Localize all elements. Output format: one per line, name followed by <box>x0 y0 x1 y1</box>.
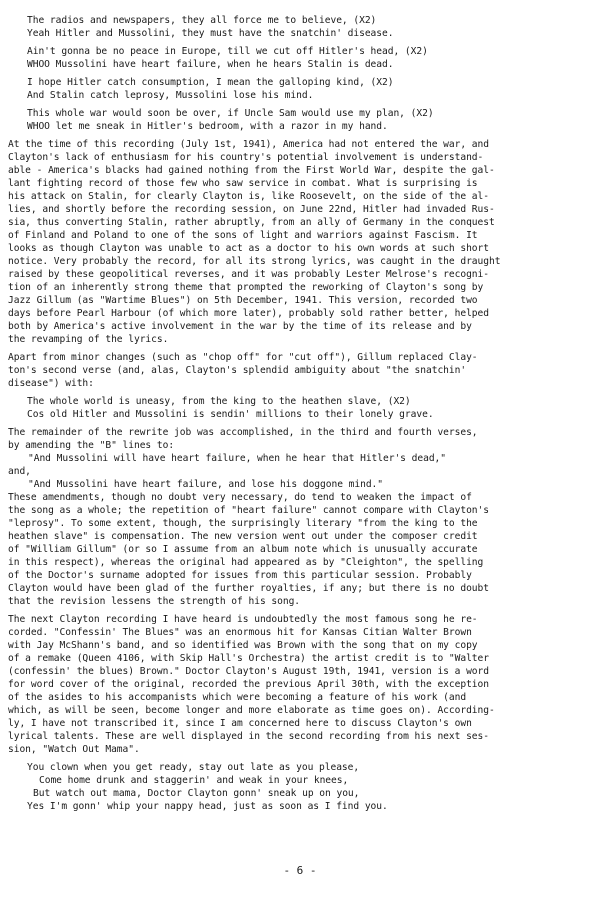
verse-line: I hope Hitler catch consumption, I mean the galloping kind, (X2) <box>27 77 394 88</box>
text-line: raised by these geopolitical reverses, and it was probably Lester Melrose's recogni- <box>8 269 489 280</box>
text-line: The next Clayton recording I have heard is undoubtedly the most famous song he re- <box>8 614 478 625</box>
text-line: corded. "Confessin' The Blues" was an enormous hit for Kansas Citian Walter Brown <box>8 627 472 638</box>
text-line: of the Doctor's surname adopted for issues from this particular session. Probably <box>8 570 472 581</box>
text-line: the song as a whole; the repetition of "heart failure" cannot compare with Clayton's <box>8 505 489 516</box>
text-line: that the revision lessens the strength of his song. <box>8 596 301 607</box>
text-line: lyrical talents. These are well displayed in the second recording from his next ses- <box>8 731 489 742</box>
text-line: days before Pearl Harbour (of which more later), probably sold rather better, helped <box>8 308 489 319</box>
text-line: for word cover of the original, recorded the previous April 30th, with the exception <box>8 679 489 690</box>
text-line: of "William Gillum" (or so I assume from an album note which is unusually accurate <box>8 544 478 555</box>
text-line: Clayton's lack of enthusiasm for his country's potential involvement is understand- <box>8 152 484 163</box>
verse-gillum <box>27 395 582 421</box>
text-line: of the asides to his accompanists which were becoming a feature of his work (and <box>8 692 467 703</box>
text-line: At the time of this recording (July 1st, 1941), America had not entered the war, and <box>8 139 489 150</box>
verse-line: And Stalin catch leprosy, Mussolini lose his mind. <box>27 90 314 101</box>
text-line: looks as though Clayton was unable to act as a doctor to his own words at such short <box>8 243 489 254</box>
verse-line: Yes I'm gonn' whip your nappy head, just as soon as I find you. <box>27 801 388 812</box>
verse-4 <box>27 107 582 133</box>
text-line: the revamping of the lyrics. <box>8 334 169 345</box>
text-line: ton's second verse (and, alas, Clayton's splendid ambiguity about "the snatchin' <box>8 365 467 376</box>
verse-watch-out-mama <box>27 761 582 813</box>
page-number: - 6 - <box>283 864 317 877</box>
text-line: "leprosy". To some extent, though, the surprisingly literary "from the king to the <box>8 518 478 529</box>
text-line: sia, thus converting Stalin, rather abruptly, from an ally of Germany in the conquest <box>8 217 495 228</box>
text-line: his attack on Stalin, for clearly Clayton is, like Roosevelt, on the side of the al- <box>8 191 489 202</box>
verse-2 <box>27 45 582 71</box>
connector-text: and, <box>8 466 31 477</box>
text-line: by amending the "B" lines to: <box>8 440 175 451</box>
verse-line: This whole war would soon be over, if Uncle Sam would use my plan, (X2) <box>27 108 434 119</box>
verse-line: Cos old Hitler and Mussolini is sendin' millions to their lonely grave. <box>27 409 434 420</box>
verse-1 <box>27 14 582 40</box>
verse-line: Ain't gonna be no peace in Europe, till we cut off Hitler's head, (X2) <box>27 46 428 57</box>
paragraph-4 <box>8 491 582 608</box>
text-line: Clayton would have been glad of the further royalties, if any; but there is no doubt <box>8 583 489 594</box>
verse-3 <box>27 76 582 102</box>
text-line: of a remake (Queen 4106, with Skip Hall's Orchestra) the artist credit is to "Walter <box>8 653 489 664</box>
text-line: ly, I have not transcribed it, since I am concerned here to discuss Clayton's own <box>8 718 472 729</box>
text-line: The remainder of the rewrite job was accomplished, in the third and fourth verses, <box>8 427 478 438</box>
text-line: Jazz Gillum (as "Wartime Blues") on 5th December, 1941. This version, recorded two <box>8 295 478 306</box>
text-line: heathen slave" is compensation. The new version went out under the composer credit <box>8 531 478 542</box>
text-line: tion of an inherently strong theme that prompted the reworking of Clayton's song by <box>8 282 484 293</box>
text-line: notice. Very probably the record, for all its strong lyrics, was caught in the draught <box>8 256 501 267</box>
text-line: which, as will be seen, become longer and more elaborate as time goes on). According- <box>8 705 495 716</box>
verse-line: WHOO Mussolini have heart failure, when he hears Stalin is dead. <box>27 59 394 70</box>
quoted-line: "And Mussolini will have heart failure, when he hear that Hitler's dead," <box>28 453 446 464</box>
text-line: disease") with: <box>8 378 94 389</box>
verse-line: Come home drunk and staggerin' and weak in your knees, <box>39 775 349 786</box>
verse-block-top <box>8 14 582 133</box>
paragraph-5 <box>8 613 582 756</box>
paragraph-3 <box>8 426 582 491</box>
verse-line: You clown when you get ready, stay out late as you please, <box>27 762 360 773</box>
text-line: (confessin' the blues) Brown." Doctor Clayton's August 19th, 1941, version is a word <box>8 666 489 677</box>
verse-line: The radios and newspapers, they all force me to believe, (X2) <box>27 15 377 26</box>
text-line: Apart from minor changes (such as "chop off" for "cut off"), Gillum replaced Clay- <box>8 352 478 363</box>
paragraph-1 <box>8 138 582 346</box>
text-line: lies, and shortly before the recording session, on June 22nd, Hitler had invaded Rus- <box>8 204 495 215</box>
text-line: able - America's blacks had gained nothing from the First World War, despite the gal- <box>8 165 495 176</box>
verse-line: The whole world is uneasy, from the king to the heathen slave, (X2) <box>27 396 411 407</box>
verse-line: But watch out mama, Doctor Clayton gonn' sneak up on you, <box>33 788 360 799</box>
paragraph-2 <box>8 351 582 390</box>
verse-line: WHOO let me sneak in Hitler's bedroom, with a razor in my hand. <box>27 121 388 132</box>
text-line: with Jay McShann's band, and so identified was Brown with the song that on my copy <box>8 640 478 651</box>
text-line: These amendments, though no doubt very necessary, do tend to weaken the impact of <box>8 492 472 503</box>
text-line: both by America's active involvement in the war by the time of its release and by <box>8 321 472 332</box>
text-line: of Finland and Poland to one of the sons of light and warriors against Fascism. It <box>8 230 478 241</box>
text-line: lant fighting record of those few who saw service in combat. What is surprising is <box>8 178 478 189</box>
quoted-line: "And Mussolini have heart failure, and lose his doggone mind." <box>28 479 384 490</box>
text-line: sion, "Watch Out Mama". <box>8 744 140 755</box>
text-line: in this respect), whereas the original had appeared as by "Cleighton", the spelling <box>8 557 484 568</box>
verse-line: Yeah Hitler and Mussolini, they must have the snatchin' disease. <box>27 28 394 39</box>
